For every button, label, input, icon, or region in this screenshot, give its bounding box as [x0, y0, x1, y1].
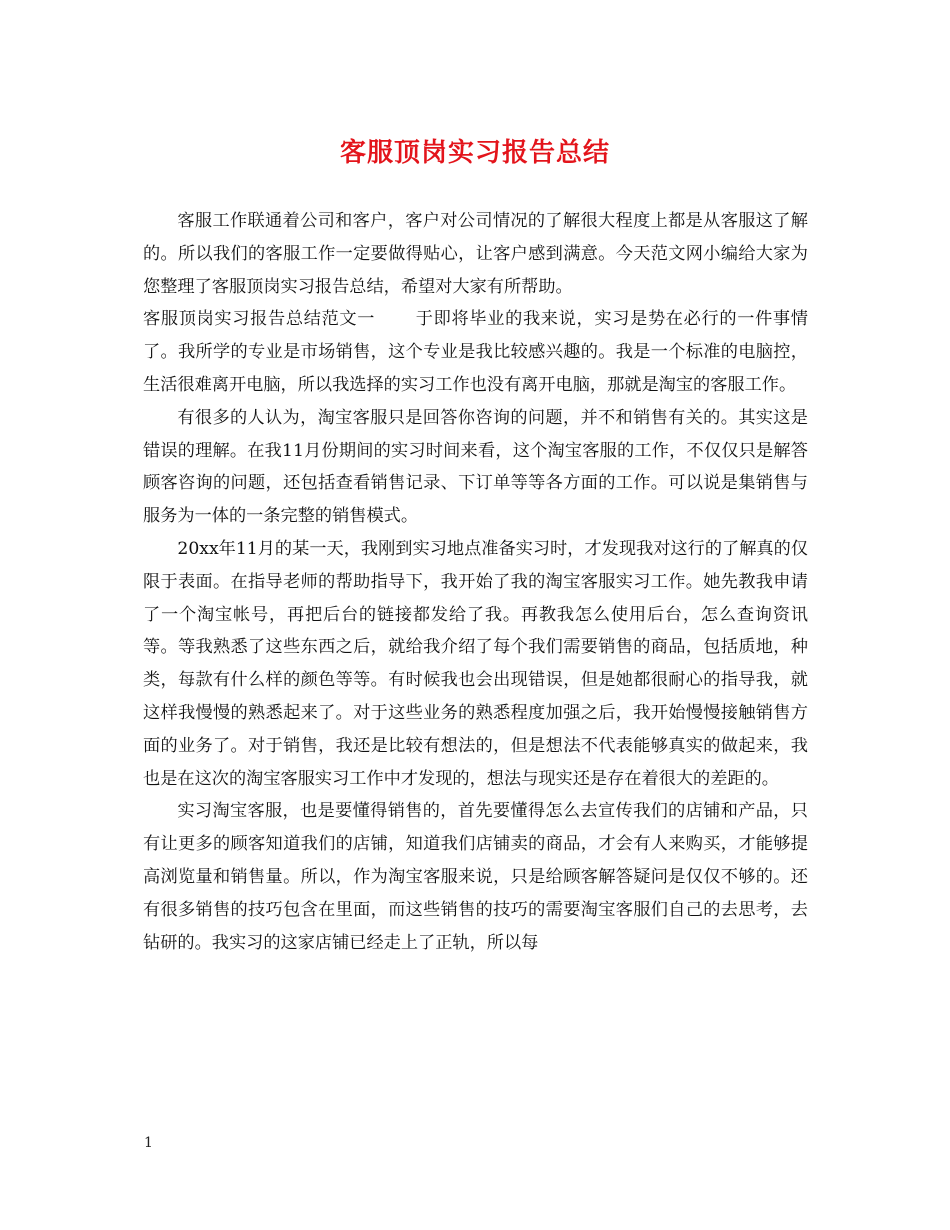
section-paragraph — [143, 303, 808, 401]
body-paragraph: 20xx年11月的某一天，我刚到实习地点准备实习时，才发现我对这行的了解真的仅限于表面。在指导老师的帮助指导下，我开始了我的淘宝客服实习工作。她先教我申请了一个淘宝帐号，再把后台的链接都发给了我。再教我怎么使用后台，怎么查询资讯等。等我熟悉了这些东西之后，就给我介绍了每个我们需要销售的商品，包括质地，种类，每款有什么样的颜色等等。有时候我也会出现错误，但是她都很耐心的指导我，就这样我慢慢的熟悉起来了。对于这些业务的熟悉程度加强之后，我开始慢慢接触销售方面的业务了。对于销售，我还是比较有想法的，但是想法不代表能够真实的做起来，我也是在这次的淘宝客服实习工作中才发现的，想法与现实还是存在着很大的差距的。 — [143, 538, 808, 789]
section-heading: 客服顶岗实习报告总结范文一 — [143, 309, 376, 330]
body-paragraph: 实习淘宝客服，也是要懂得销售的，首先要懂得怎么去宣传我们的店铺和产品，只有让更多的顾客知道我们的店铺，知道我们店铺卖的商品，才会有人来购买，才能够提高浏览量和销售量。所以，作为淘宝客服来说，只是给顾客解答疑问是仅仅不够的。还有很多销售的技巧包含在里面，而这些销售的技巧的需要淘宝客服们自己的去思考，去钻研的。我实习的这家店铺已经走上了正轨，所以每 — [143, 801, 808, 953]
document-body — [143, 205, 808, 959]
page-number: 1 — [144, 1135, 153, 1151]
intro-paragraph: 客服工作联通着公司和客户，客户对公司情况的了解很大程度上都是从客服这了解的。所以我们的客服工作一定要做得贴心，让客户感到满意。今天范文网小编给大家为您整理了客服顶岗实习报告总结，希望对大家有所帮助。 — [143, 211, 808, 297]
document-title: 客服顶岗实习报告总结 — [339, 138, 610, 168]
section-first-text: 于即将毕业的我来说，实习是势在必行的一件事情了。我所学的专业是市场销售，这个专业是我比较感兴趣的。我是一个标准的电脑控，生活很难离开电脑，所以我选择的实习工作也没有离开电脑，那就是淘宝的客服工作。 — [143, 309, 808, 395]
body-paragraph: 有很多的人认为，淘宝客服只是回答你咨询的问题，并不和销售有关的。其实这是错误的理解。在我11月份期间的实习时间来看，这个淘宝客服的工作，不仅仅只是解答顾客咨询的问题，还包括查看销售记录、下订单等等各方面的工作。可以说是集销售与服务为一体的一条完整的销售模式。 — [143, 407, 808, 527]
